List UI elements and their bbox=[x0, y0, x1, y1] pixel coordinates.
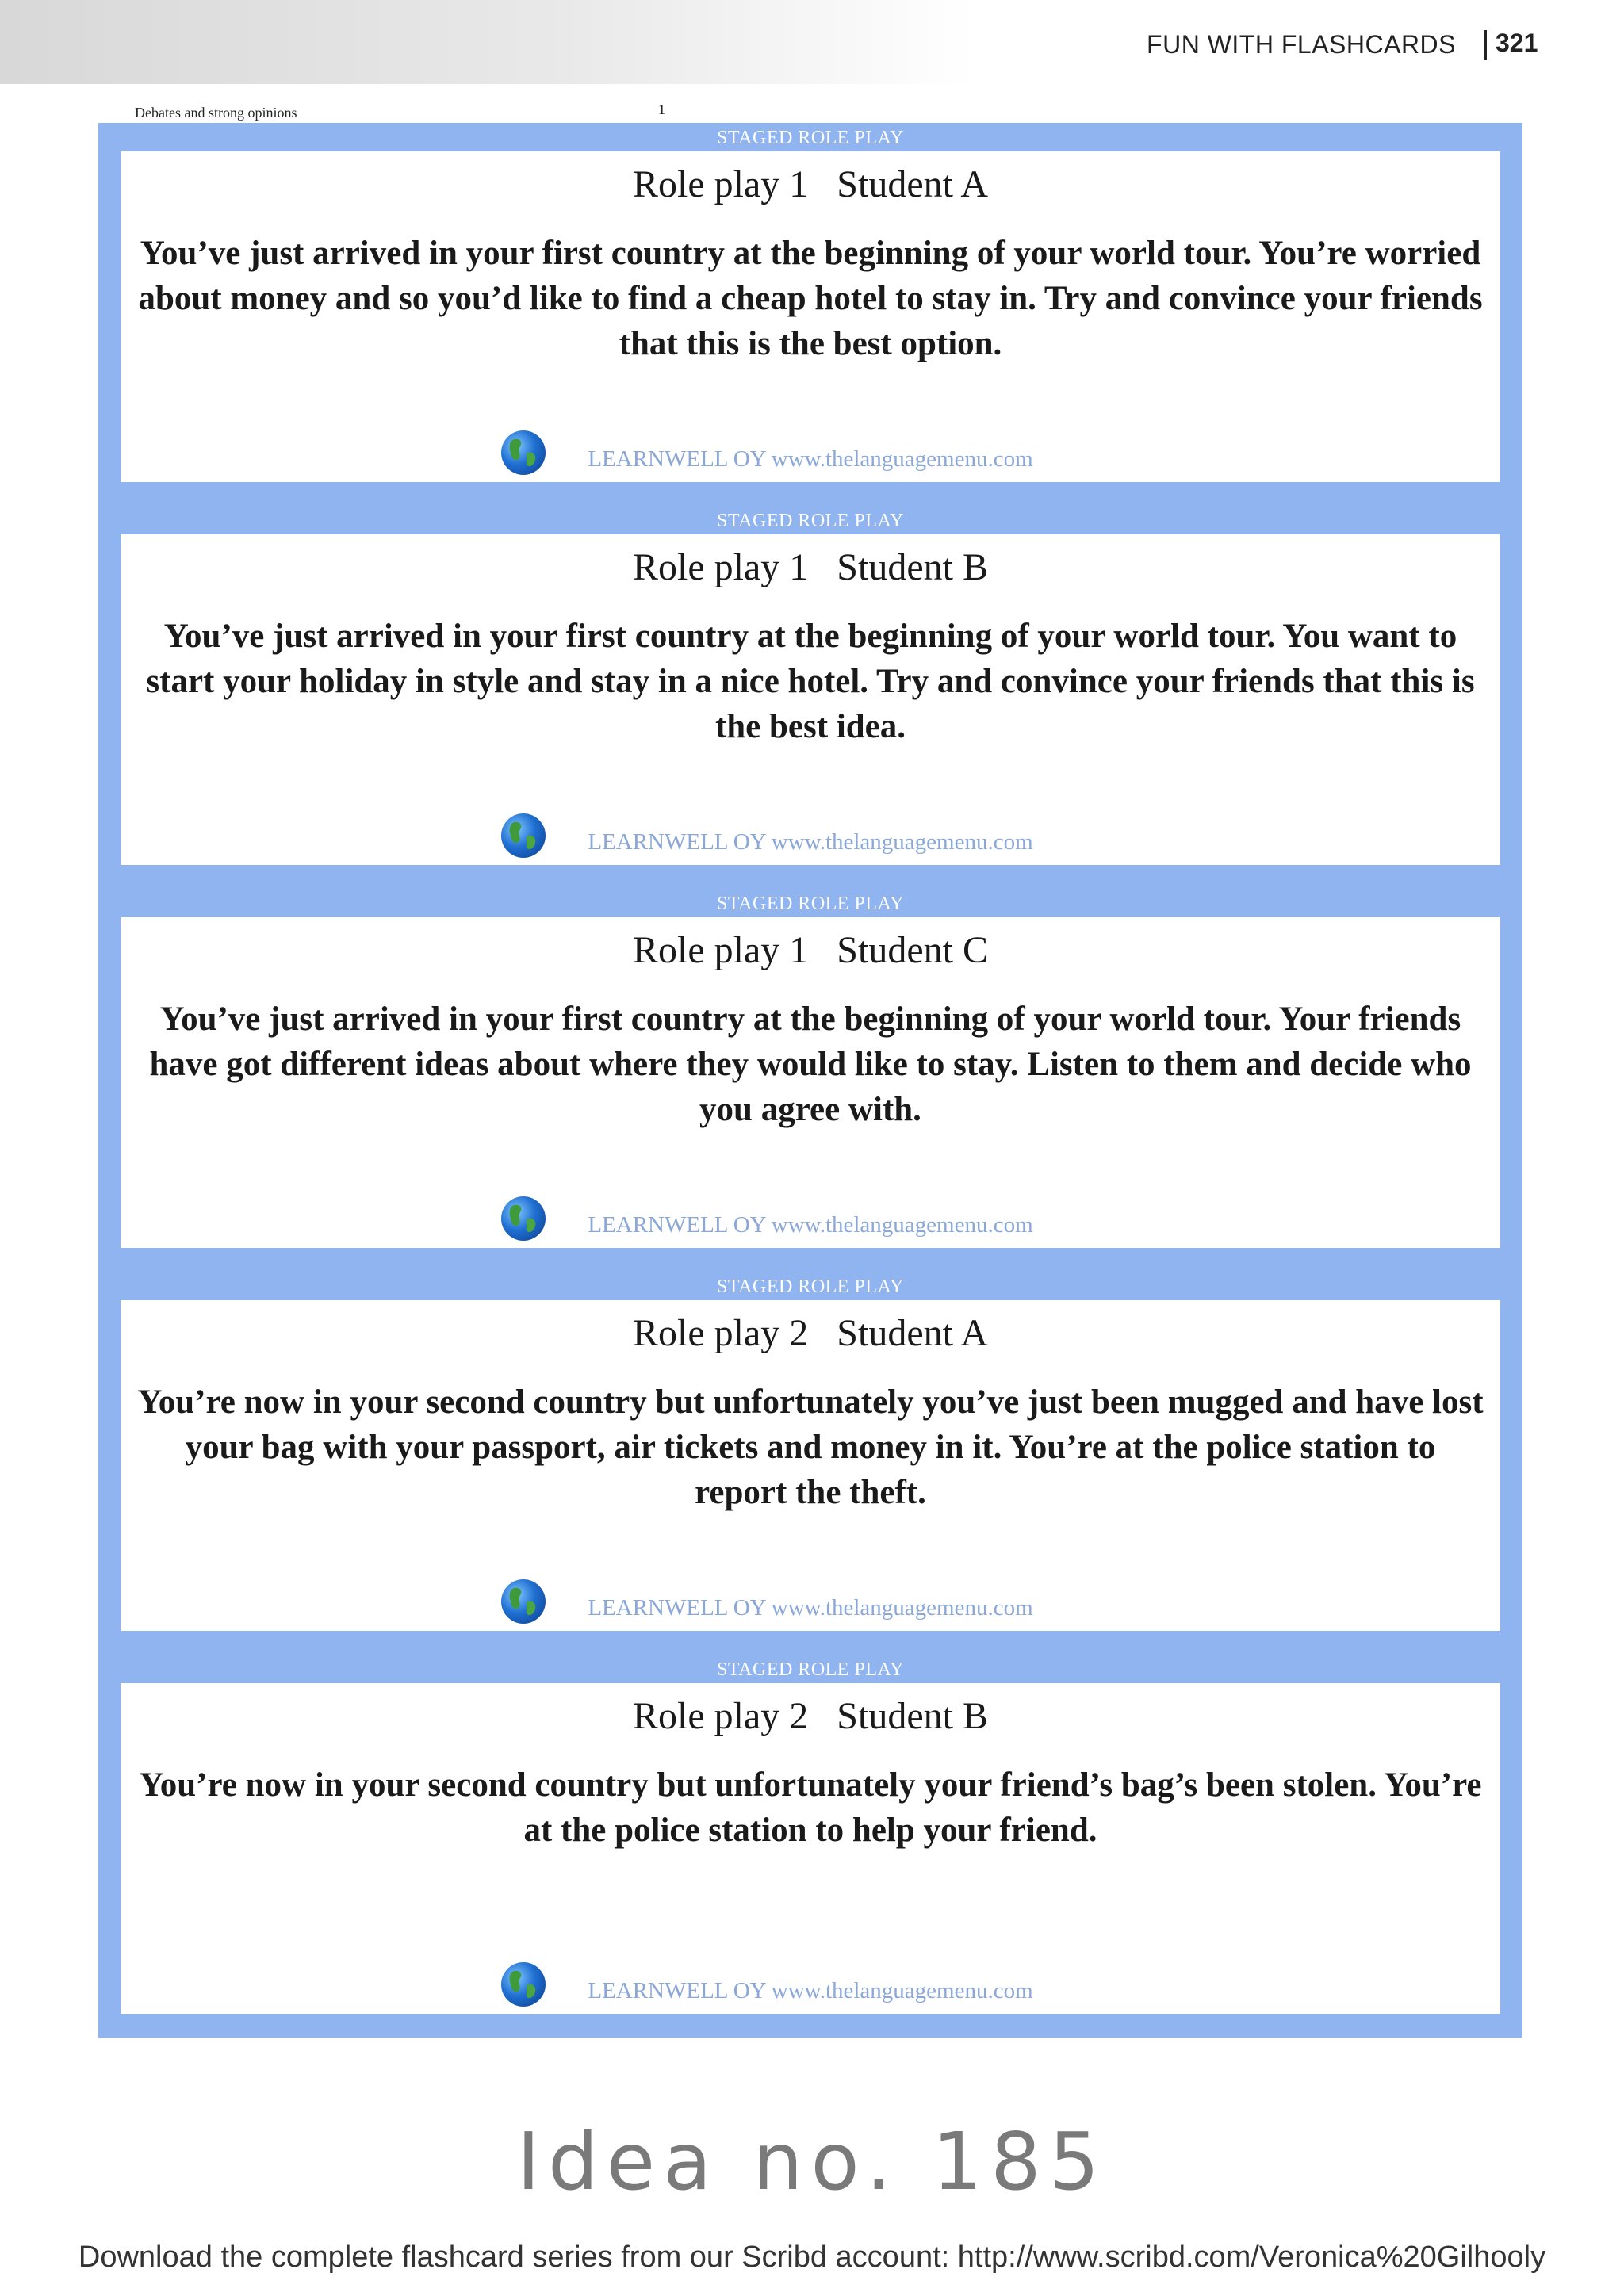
card-body bbox=[121, 1683, 1500, 2014]
card-header: STAGED ROLE PLAY bbox=[717, 511, 904, 531]
source-page-number: 1 bbox=[658, 101, 665, 117]
flashcard bbox=[98, 506, 1522, 889]
card-footer: LEARNWELL OY www.thelanguagemenu.com bbox=[588, 446, 1033, 472]
card-header: STAGED ROLE PLAY bbox=[717, 1276, 904, 1297]
card-text: You’ve just arrived in your first country at the beginning of your world tour. You want to start your holiday in style and stay in a nice hotel. Try and convince your friends that this is the best idea. bbox=[146, 618, 1475, 745]
card-text: You’re now in your second country but unfortunately you’ve just been mugged and have lost your bag with your passport, air tickets and money in it. You’re at the police station to report the theft. bbox=[137, 1383, 1484, 1511]
flashcard bbox=[98, 1655, 1522, 2038]
card-title: Role play 1 Student C bbox=[633, 929, 988, 971]
card-title: Role play 2 Student B bbox=[633, 1695, 988, 1737]
flashcard bbox=[98, 123, 1522, 506]
card-title: Role play 1 Student B bbox=[633, 546, 988, 588]
card-header: STAGED ROLE PLAY bbox=[717, 1659, 904, 1680]
idea-number: Idea no. 185 bbox=[516, 2115, 1108, 2208]
running-header-title: FUN WITH FLASHCARDS bbox=[1147, 30, 1456, 59]
card-text: You’ve just arrived in your first country at the beginning of your world tour. Your friends have got different ideas about where they would like to stay. Listen to them and decide who you agree with. bbox=[149, 1001, 1472, 1128]
card-title: Role play 2 Student A bbox=[633, 1312, 988, 1354]
card-body bbox=[121, 151, 1500, 482]
header-divider bbox=[1484, 30, 1487, 60]
card-header: STAGED ROLE PLAY bbox=[717, 894, 904, 914]
card-footer: LEARNWELL OY www.thelanguagemenu.com bbox=[588, 1212, 1033, 1238]
card-footer: LEARNWELL OY www.thelanguagemenu.com bbox=[588, 1595, 1033, 1621]
card-header: STAGED ROLE PLAY bbox=[717, 128, 904, 148]
card-footer: LEARNWELL OY www.thelanguagemenu.com bbox=[588, 829, 1033, 855]
flashcard bbox=[98, 889, 1522, 1272]
source-label: Debates and strong opinions bbox=[135, 105, 297, 121]
card-body bbox=[121, 534, 1500, 865]
flashcard bbox=[98, 1272, 1522, 1655]
card-body bbox=[121, 917, 1500, 1248]
flashcard-sheet bbox=[98, 123, 1522, 2038]
card-title: Role play 1 Student A bbox=[633, 163, 988, 205]
download-note: Download the complete flashcard series from our Scribd account: http://www.scribd.com/Veronica%20Gilhooly bbox=[78, 2241, 1546, 2274]
card-footer: LEARNWELL OY www.thelanguagemenu.com bbox=[588, 1978, 1033, 2003]
card-text: You’re now in your second country but unfortunately your friend’s bag’s been stolen. You’re at the police station to help your friend. bbox=[139, 1766, 1482, 1849]
page-number: 321 bbox=[1496, 29, 1538, 57]
card-body bbox=[121, 1300, 1500, 1631]
card-text: You’ve just arrived in your first country at the beginning of your world tour. You’re worried about money and so you’d like to find a cheap hotel to stay in. Try and convince your friends that this is the best option. bbox=[138, 235, 1483, 362]
